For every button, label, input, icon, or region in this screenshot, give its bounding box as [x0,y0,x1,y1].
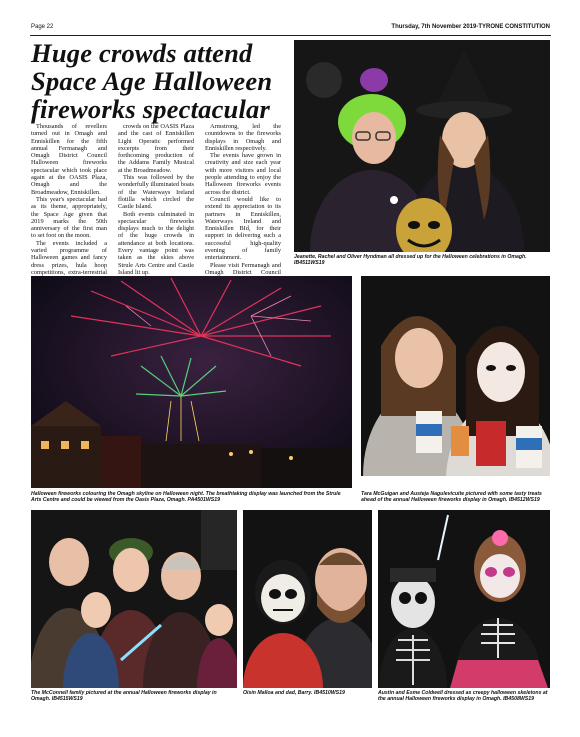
article-paragraph: The events included a varied programme of Halloween games and fancy dress prizes, hula hoop competitions, extra-terrestrial [31,239,107,276]
photo-skeleton-costumes [378,510,550,688]
article-paragraph: crowds on the OASIS Plaza and the cast of Enniskillen Light Operatic performed excerpts from their forthcoming production of the Addams Family Musical at the Broadmeadow. [118,123,194,174]
caption-father-son: Oisin Malloa and dad, Barry. IB4510WS19 [243,690,345,696]
headline-line-2: Space Age Halloween [31,66,273,96]
article-paragraph: Please visit Fermanagh and Omagh District Council [205,261,281,276]
publication-date: Thursday, 7th November 2019-TYRONE CONSTITUTION [391,24,550,30]
photo-father-son [243,510,372,688]
caption-hyndman-family: Jeanette, Rachel and Oliver Hyndman all dressed up for the Halloween celebrations in Omagh. IB4511WS19 [294,254,527,266]
photo-hyndman-family [294,40,550,252]
article-paragraph: This year's spectacular had as its theme, appropriately, the Space Age given that 2019 marks the 50th anniversary of the first man to set foot on the moon. [31,195,107,240]
headline-line-3: fireworks spectacular [31,94,271,124]
article-paragraph: The events have grown in creativity and size each year with more visitors and local people attending to enjoy the Halloween fireworks events across the district. [205,152,281,196]
headline-line-1: Huge crowds attend [31,38,253,68]
caption-girls-treats: Tara McGuigan and Austeja Nagulevicuite pictured with some tasty treats ahead of the annual Halloween fireworks display in Omagh. IB4512WS19 [361,491,542,503]
article-paragraph: Armstrong, led the countdowns to the fireworks displays in Omagh and Enniskillen respectively. [205,123,281,152]
article-paragraph: This was followed by the wonderfully illuminated boats of the Waterways Ireland flotilla which circled the Castle Island. [118,174,194,211]
article-paragraph: Both events culminated in spectacular fireworks displays much to the delight of the huge crowds in attendance at both locations. Every vantage point was taken as the skies above Strule Arts Centre and Castle Island lit up. [118,210,194,276]
photo-mcconnell-family [31,510,237,688]
caption-mcconnell-family: The McConnell family pictured at the annual Halloween fireworks display in Omagh. IB4515WS19 [31,690,217,702]
photo-girls-treats [361,276,550,476]
photo-fireworks-skyline [31,276,352,488]
page-number: Page 22 [31,24,54,30]
article-paragraph: Council would like to extend its appreciation to its partners in Enniskillen, Waterways Ireland and Enniskillen BId, for their support in delivering such a successful high-quality evening of family entertainment. [205,195,281,262]
caption-skeleton-costumes: Austin and Esme Coldwell dressed as creepy halloween skeletons at the annual Halloween fireworks display in Omagh. IB4508WS19 [378,690,548,702]
header-rule [30,35,551,36]
headline [31,39,289,123]
article-column-3 [205,123,281,298]
caption-fireworks: Halloween fireworks colouring the Omagh skyline on Halloween night. The breathtaking display was launched from the Strule Arts Centre and could be viewed from the Oasis Plaza, Omagh. PA4501WS19 [31,491,341,503]
article-paragraph: Thousands of revellers turned out in Omagh and Enniskillen for the fifth annual Fermanagh and Omagh District Council Halloween fireworks spectacular which took place again at the OASIS Plaza, Omagh and the Broadmeadow, Enniskillen. [31,123,107,196]
